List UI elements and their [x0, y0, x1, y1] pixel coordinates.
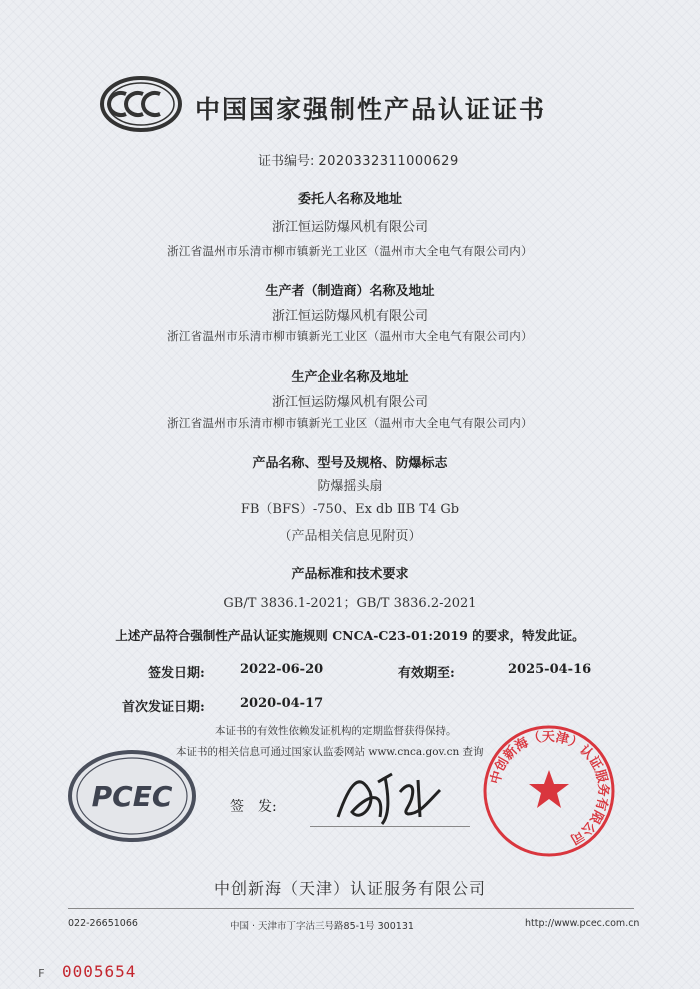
client-heading: 委托人名称及地址 — [297, 192, 402, 207]
factory-heading: 生产企业名称及地址 — [291, 370, 409, 385]
handwritten-signature — [330, 762, 450, 832]
footer-divider — [68, 908, 634, 909]
compliance-statement: 上述产品符合强制性产品认证实施规则 CNCA-C23-01:2019 的要求，特发此证。 — [115, 628, 585, 643]
seal-text: 中创新海（天津）认证服务有限公司 — [488, 729, 611, 847]
product-note: （产品相关信息见附页） — [278, 529, 422, 544]
product-model: FB（BFS）-750、Ex db ⅡB T4 Gb — [240, 502, 460, 517]
certificate-number: 2020332311000629 — [318, 154, 459, 169]
product-heading: 产品名称、型号及规格、防爆标志 — [252, 456, 448, 471]
ccc-logo — [100, 76, 182, 132]
serial-number: 0005654 — [62, 962, 137, 981]
factory-name: 浙江恒运防爆风机有限公司 — [271, 395, 428, 410]
seal-star-icon — [529, 770, 569, 808]
manufacturer-address: 浙江省温州市乐清市柳市镇新光工业区（温州市大全电气有限公司内） — [167, 329, 533, 343]
valid-until-date: 2025-04-16 — [508, 662, 592, 677]
serial-prefix: F — [38, 967, 45, 980]
manufacturer-name: 浙江恒运防爆风机有限公司 — [271, 309, 428, 324]
manufacturer-heading: 生产者（制造商）名称及地址 — [265, 284, 435, 299]
first-issue-date: 2020-04-17 — [240, 696, 324, 711]
valid-until-label: 有效期至: — [398, 666, 455, 681]
standards-text: GB/T 3836.1-2021；GB/T 3836.2-2021 — [223, 596, 477, 611]
company-seal — [480, 722, 618, 860]
signature-label: 签 发: — [230, 799, 277, 815]
client-address: 浙江省温州市乐清市柳市镇新光工业区（温州市大全电气有限公司内） — [167, 244, 533, 258]
issue-date: 2022-06-20 — [240, 662, 324, 677]
factory-address: 浙江省温州市乐清市柳市镇新光工业区（温州市大全电气有限公司内） — [167, 416, 533, 430]
standards-heading: 产品标准和技术要求 — [291, 567, 409, 582]
footer-address: 中国 · 天津市丁字沽三号路85-1号 300131 — [230, 921, 414, 932]
certificate-number-label: 证书编号: — [258, 154, 315, 169]
page-title: 中国国家强制性产品认证证书 — [195, 95, 547, 124]
footer-company: 中创新海（天津）认证服务有限公司 — [213, 879, 486, 898]
pcec-logo — [68, 750, 196, 842]
certificate-number-row — [258, 150, 459, 169]
client-name: 浙江恒运防爆风机有限公司 — [271, 220, 428, 235]
footer-website: http://www.pcec.com.cn — [525, 918, 640, 929]
product-name: 防爆摇头扇 — [317, 479, 383, 494]
first-issue-label: 首次发证日期: — [122, 700, 205, 715]
footer-phone: 022-26651066 — [68, 918, 138, 929]
pcec-logo-text: PCEC — [91, 780, 173, 813]
issue-date-label: 签发日期: — [148, 666, 205, 681]
validity-note: 本证书的有效性依赖发证机构的定期监督获得保持。 — [215, 725, 457, 737]
query-note: 本证书的相关信息可通过国家认监委网站 www.cnca.gov.cn 查询 — [176, 746, 484, 758]
